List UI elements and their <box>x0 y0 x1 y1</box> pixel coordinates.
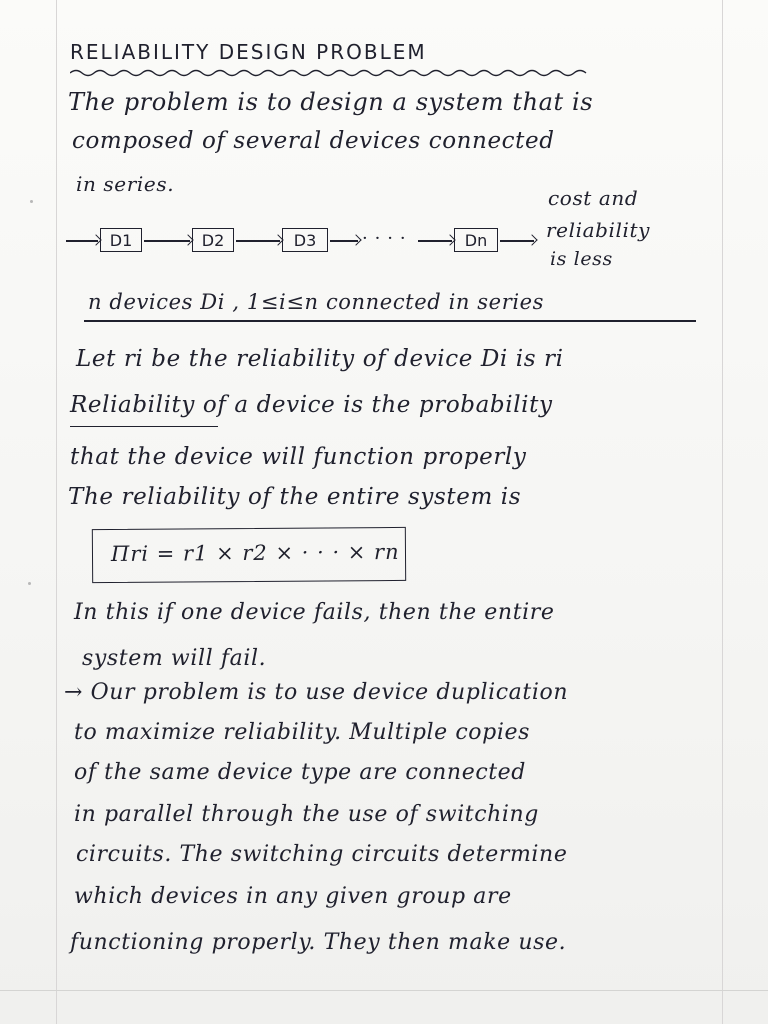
intro-line: in series. <box>76 172 175 196</box>
device-box-dn: Dn <box>454 228 498 252</box>
page-title: RELIABILITY DESIGN PROBLEM <box>70 40 427 64</box>
problem-line: → Our problem is to use device duplication <box>64 680 569 705</box>
definition-line: The reliability of the entire system is <box>68 484 522 510</box>
device-box-d1: D1 <box>100 228 142 252</box>
devices-caption: n devices Di , 1≤i≤n connected in series <box>88 290 545 314</box>
input-arrow <box>66 240 98 242</box>
diagram-note-line: cost and <box>548 186 639 210</box>
problem-line: which devices in any given group are <box>74 884 512 909</box>
reliability-word-underline <box>70 426 218 427</box>
connector-arrow <box>418 240 452 242</box>
title-squiggle-underline <box>70 68 595 78</box>
connector-arrow <box>236 240 280 242</box>
system-reliability-formula: Πri = r1 × r2 × · · · × rn <box>110 539 400 566</box>
failure-line: system will fail. <box>82 646 267 671</box>
diagram-note-line: reliability <box>546 218 651 242</box>
definition-line: that the device will function properly <box>70 444 527 470</box>
right-margin-line <box>722 0 723 1024</box>
intro-line: The problem is to design a system that is <box>68 88 594 116</box>
connector-arrow <box>144 240 190 242</box>
connector-arrow <box>330 240 358 242</box>
formula-box <box>92 527 406 583</box>
diagram-ellipsis: · · · · <box>362 228 407 249</box>
intro-line: composed of several devices connected <box>72 128 555 154</box>
paper-speck <box>30 200 33 203</box>
device-box-d3: D3 <box>282 228 328 252</box>
definition-line: Let ri be the reliability of device Di is ri <box>76 346 564 372</box>
caption-underline <box>84 320 696 322</box>
problem-line: functioning properly. They then make use. <box>70 930 567 955</box>
paper-speck <box>28 582 31 585</box>
diagram-note-line: is less <box>550 248 613 270</box>
problem-line: to maximize reliability. Multiple copies <box>74 720 530 745</box>
definition-line: Reliability of a device is the probability <box>70 392 553 418</box>
problem-line: of the same device type are connected <box>74 760 526 785</box>
bottom-rule <box>0 990 768 991</box>
device-box-d2: D2 <box>192 228 234 252</box>
output-arrow <box>500 240 534 242</box>
left-margin-line <box>56 0 57 1024</box>
problem-line: circuits. The switching circuits determine <box>76 842 568 867</box>
failure-line: In this if one device fails, then the entire <box>74 600 555 625</box>
problem-line: in parallel through the use of switching <box>74 802 539 827</box>
